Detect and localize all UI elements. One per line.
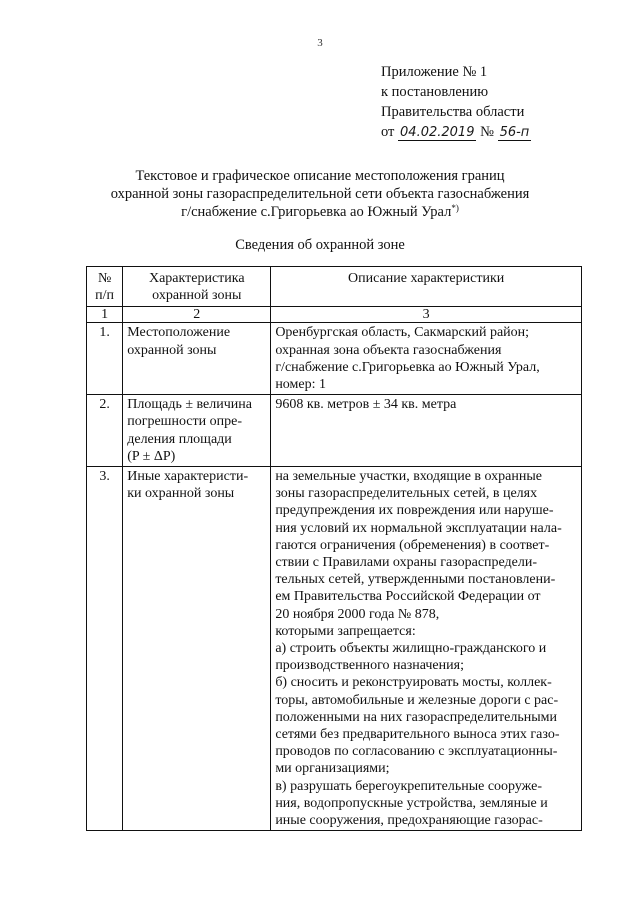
appendix-header (381, 62, 531, 142)
section-subtitle: Сведения об охранной зоне (235, 237, 405, 253)
appendix-date-line (381, 122, 531, 142)
row-description: Оренбургская область, Сакмарский район; охранная зона объекта газоснабжения г/снабжение с.Григорьевка ао Южный Урал, номер: 1 (271, 323, 582, 395)
row-characteristic: Иные характеристи- ки охранной зоны (123, 467, 271, 831)
header-characteristic: Характеристика охранной зоны (123, 267, 271, 307)
row-number: 2. (87, 395, 123, 467)
row-number: 1. (87, 323, 123, 395)
column-number-row (87, 307, 582, 323)
handwritten-date: 04.02.2019 (400, 125, 475, 140)
column-number: 2 (123, 307, 271, 323)
row-number: 3. (87, 467, 123, 831)
appendix-line-3: Правительства области (381, 104, 525, 120)
row-characteristic: Площадь ± величина погрешности опре- деления площади (P ± ΔP) (123, 395, 271, 467)
table-row (87, 467, 582, 831)
handwritten-number: 56-п (499, 125, 530, 140)
title-line-3: г/снабжение с.Григорьевка ао Южный Урал*) (181, 203, 459, 220)
table-row (87, 323, 582, 395)
row-description: 9608 кв. метров ± 34 кв. метра (271, 395, 582, 467)
page-number: 3 (317, 37, 323, 49)
title-line-1: Текстовое и графическое описание местоположения границ (135, 168, 505, 184)
title-line-2: охранной зоны газораспределительной сети объекта газоснабжения (110, 186, 530, 202)
date-prefix: от (381, 124, 395, 140)
protection-zone-table (86, 266, 582, 831)
column-number: 1 (87, 307, 123, 323)
appendix-line-2: к постановлению (381, 84, 489, 100)
table-header-row (87, 267, 582, 307)
header-num: № п/п (87, 267, 123, 307)
row-description: на земельные участки, входящие в охранные зоны газораспределительных сетей, в целях предупреждения их повреждения или наруше- ния условий их нормальной эксплуатации нала- гаются ограничения (обременения) в соответ- ствии с Правилами охраны газораспредели- тельных сетей, утвержденными постановлени- ем Правительства Российской Федерации от 20 ноября 2000 года № 878, которыми запрещается: а) строить объекты жилищно-гражданского и производственного назначения; б) сносить и реконструировать мосты, коллек- торы, автомобильные и железные дороги с рас- положенными на них газораспределительными сетями без предварительного выноса этих газо- проводов по согласованию с эксплуатационны- ми организациями; в) разрушать берегоукрепительные сооруже- ния, водопропускные устройства, земляные и иные сооружения, предохраняющие газорас- (271, 467, 582, 831)
row-characteristic: Местоположение охранной зоны (123, 323, 271, 395)
column-number: 3 (271, 307, 582, 323)
footnote-mark: *) (451, 203, 459, 213)
document-title (60, 167, 580, 221)
number-prefix: № (480, 124, 494, 140)
appendix-line-1: Приложение № 1 (381, 64, 488, 80)
header-description: Описание характеристики (271, 267, 582, 307)
table-row (87, 395, 582, 467)
